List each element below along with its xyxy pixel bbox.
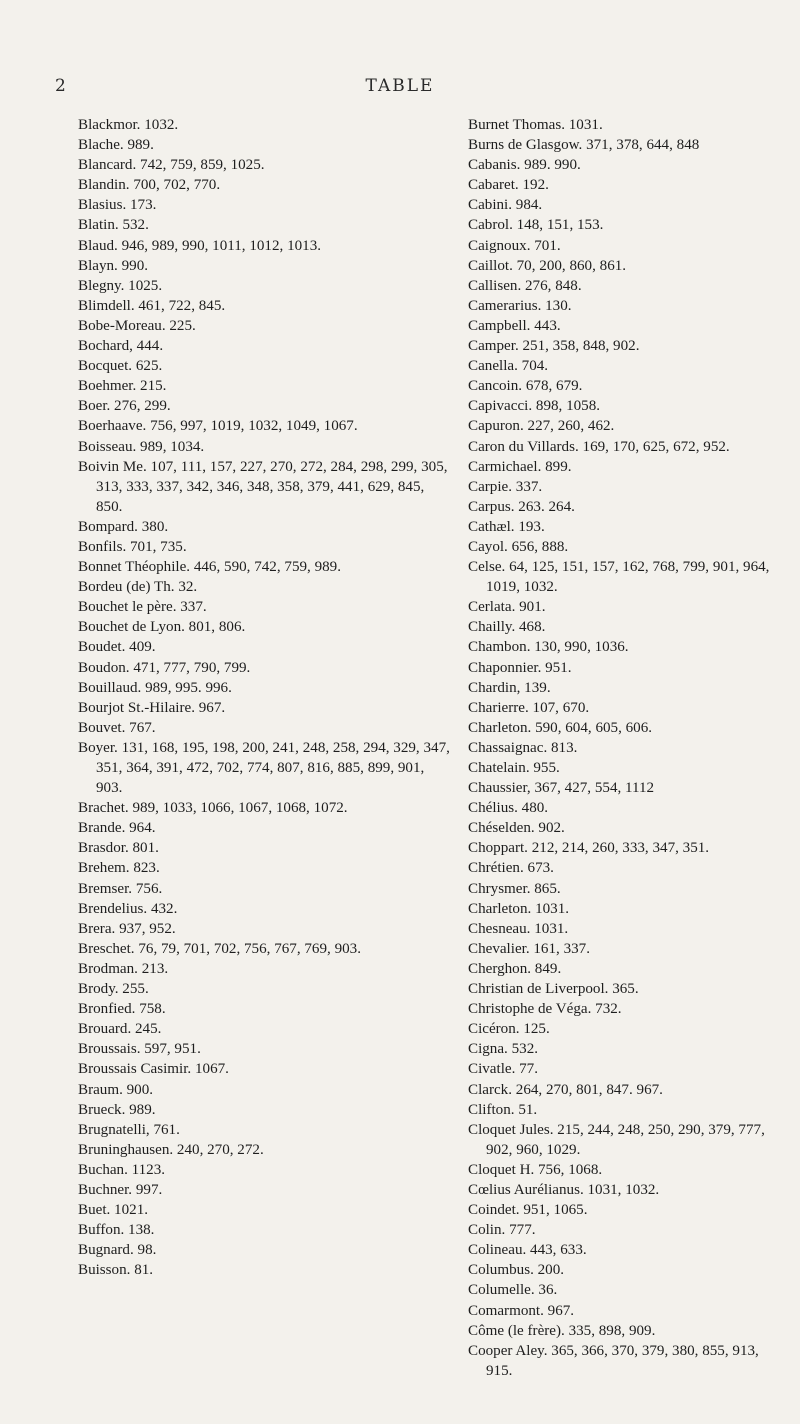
index-entry: Buisson. 81.	[78, 1262, 154, 1279]
index-entry: Brodman. 213.	[78, 960, 169, 977]
running-head: TABLE	[365, 76, 435, 96]
index-column-left	[78, 115, 450, 1280]
index-entry: Braum. 900.	[78, 1081, 154, 1098]
index-entry: Blancard. 742, 759, 859, 1025.	[78, 157, 265, 174]
index-entry: Cabaret. 192.	[468, 177, 549, 194]
index-entry: Blaud. 946, 989, 990, 1011, 1012, 1013.	[78, 237, 322, 254]
index-entry: Bugnard. 98.	[78, 1242, 157, 1259]
index-entry: Blackmor. 1032.	[78, 117, 179, 133]
index-entry: Boisseau. 989, 1034.	[78, 438, 205, 455]
index-entry: Bruninghausen. 240, 270, 272.	[78, 1141, 264, 1158]
index-entry: Cathæl. 193.	[468, 518, 545, 535]
index-entry: Boer. 276, 299.	[78, 398, 171, 415]
index-entry: Caron du Villards. 169, 170, 625, 672, 952.	[468, 438, 730, 455]
index-entry: Côme (le frère). 335, 898, 909.	[468, 1322, 656, 1339]
index-entry: Capivacci. 898, 1058.	[468, 398, 601, 415]
index-entry: Bourjot St.-Hilaire. 967.	[78, 699, 226, 716]
index-entry: Boudet. 409.	[78, 639, 156, 656]
index-entry: Camper. 251, 358, 848, 902.	[468, 338, 640, 355]
index-entry: Chatelain. 955.	[468, 760, 560, 776]
index-entry: Burns de Glasgow. 371, 378, 644, 848	[468, 137, 700, 154]
index-entry: Carmichael. 899.	[468, 458, 572, 475]
index-entry: Chrétien. 673.	[468, 860, 554, 877]
index-entry: Cerlata. 901.	[468, 599, 546, 616]
index-entry: Blandin. 700, 702, 770.	[78, 177, 221, 194]
index-entry: Columbus. 200.	[468, 1262, 565, 1279]
index-entry: Bouchet de Lyon. 801, 806.	[78, 619, 246, 636]
index-entry: Capuron. 227, 260, 462.	[468, 418, 615, 435]
index-entry: Civatle. 77.	[468, 1061, 539, 1078]
index-entry: Bordeu (de) Th. 32.	[78, 579, 198, 596]
index-entry: Brera. 937, 952.	[78, 920, 176, 937]
index-entry: Cabanis. 989. 990.	[468, 157, 581, 174]
index-entry: Cherghon. 849.	[468, 960, 562, 977]
index-entry: Chaponnier. 951.	[468, 659, 572, 676]
index-entry: Bouvet. 767.	[78, 719, 156, 736]
index-entry: Christophe de Véga. 732.	[468, 1001, 622, 1018]
index-entry: Bonfils. 701, 735.	[78, 538, 187, 555]
index-entry: Bronfied. 758.	[78, 1001, 166, 1018]
index-entry: Colin. 777.	[468, 1222, 536, 1239]
index-entry: Chailly. 468.	[468, 619, 546, 636]
index-entry: Bompard. 380.	[78, 518, 169, 535]
index-entry: Boehmer. 215.	[78, 378, 167, 395]
index-entry: Cœlius Aurélianus. 1031, 1032.	[468, 1181, 660, 1198]
index-entry: Burnet Thomas. 1031.	[468, 117, 603, 133]
index-entry: Callisen. 276, 848.	[468, 277, 582, 294]
index-entry: Brachet. 989, 1033, 1066, 1067, 1068, 1072.	[78, 800, 348, 817]
index-entry: Boerhaave. 756, 997, 1019, 1032, 1049, 1067.	[78, 418, 358, 435]
index-entry: Boivin Me. 107, 111, 157, 227, 270, 272, 284, 298, 299, 305, 313, 333, 337, 342, 346, 348, 358, 379, 441, 629, 845, 850.	[78, 458, 448, 515]
index-entry: Bremser. 756.	[78, 880, 163, 897]
index-entry: Charierre. 107, 670.	[468, 699, 590, 716]
index-entry: Brugnatelli, 761.	[78, 1121, 180, 1138]
index-entry: Columelle. 36.	[468, 1282, 558, 1299]
index-entry: Cloquet H. 756, 1068.	[468, 1161, 603, 1178]
index-entry: Christian de Liverpool. 365.	[468, 981, 639, 998]
index-entry: Blegny. 1025.	[78, 277, 163, 294]
index-entry: Clifton. 51.	[468, 1101, 538, 1118]
index-entry: Buchner. 997.	[78, 1181, 163, 1198]
index-entry: Chaussier, 367, 427, 554, 1112	[468, 780, 655, 797]
index-entry: Buchan. 1123.	[78, 1161, 166, 1178]
index-entry: Brehem. 823.	[78, 860, 160, 877]
index-entry: Brouard. 245.	[78, 1021, 162, 1038]
index-entry: Boyer. 131, 168, 195, 198, 200, 241, 248, 258, 294, 329, 347, 351, 364, 391, 472, 702, 774, 807, 816, 885, 899, 901, 903.	[78, 739, 450, 797]
index-entry: Brande. 964.	[78, 820, 156, 837]
index-column-right	[468, 115, 788, 1381]
index-entry: Carpus. 263. 264.	[468, 498, 575, 515]
index-entry: Bochard, 444.	[78, 338, 164, 355]
index-entry: Celse. 64, 125, 151, 157, 162, 768, 799, 901, 964, 1019, 1032.	[468, 559, 770, 596]
index-entry: Bonnet Théophile. 446, 590, 742, 759, 989.	[78, 559, 342, 576]
index-entry: Blache. 989.	[78, 137, 154, 154]
index-entry: Brendelius. 432.	[78, 900, 178, 917]
index-entry: Brody. 255.	[78, 981, 149, 998]
index-entry: Blimdell. 461, 722, 845.	[78, 297, 226, 314]
index-entry: Broussais Casimir. 1067.	[78, 1061, 229, 1078]
index-entry: Brueck. 989.	[78, 1101, 156, 1118]
index-entry: Carpie. 337.	[468, 478, 543, 495]
index-entry: Blasius. 173.	[78, 197, 157, 214]
index-entry: Cicéron. 125.	[468, 1021, 550, 1038]
index-entry: Bouillaud. 989, 995. 996.	[78, 679, 232, 696]
index-entry: Camerarius. 130.	[468, 297, 572, 314]
index-entry: Chélius. 480.	[468, 800, 549, 817]
index-entry: Cigna. 532.	[468, 1041, 539, 1058]
index-entry: Broussais. 597, 951.	[78, 1041, 201, 1058]
index-entry: Chevalier. 161, 337.	[468, 940, 590, 957]
index-entry: Breschet. 76, 79, 701, 702, 756, 767, 769, 903.	[78, 940, 361, 957]
index-entry: Choppart. 212, 214, 260, 333, 347, 351.	[468, 840, 710, 857]
index-entry: Clarck. 264, 270, 801, 847. 967.	[468, 1081, 663, 1098]
index-entry: Chambon. 130, 990, 1036.	[468, 639, 629, 656]
index-entry: Bocquet. 625.	[78, 358, 163, 375]
index-entry: Chesneau. 1031.	[468, 920, 569, 937]
index-entry: Chardin, 139.	[468, 679, 551, 696]
index-entry: Canella. 704.	[468, 358, 549, 375]
index-entry: Cabini. 984.	[468, 197, 543, 214]
index-entry: Cancoin. 678, 679.	[468, 378, 583, 395]
index-entry: Blatin. 532.	[78, 217, 149, 234]
index-entry: Colineau. 443, 633.	[468, 1242, 587, 1259]
index-entry: Charleton. 590, 604, 605, 606.	[468, 719, 653, 736]
index-entry: Chéselden. 902.	[468, 820, 565, 837]
index-entry: Bobe-Moreau. 225.	[78, 317, 196, 334]
index-entry: Comarmont. 967.	[468, 1302, 575, 1319]
index-entry: Charleton. 1031.	[468, 900, 570, 917]
index-entry: Cloquet Jules. 215, 244, 248, 250, 290, 379, 777, 902, 960, 1029.	[468, 1121, 765, 1158]
index-entry: Blayn. 990.	[78, 257, 149, 274]
index-entry: Chassaignac. 813.	[468, 739, 578, 756]
index-entry: Coindet. 951, 1065.	[468, 1202, 588, 1219]
index-entry: Buffon. 138.	[78, 1222, 155, 1239]
index-entry: Cooper Aley. 365, 366, 370, 379, 380, 855, 913, 915.	[468, 1342, 759, 1379]
index-entry: Brasdor. 801.	[78, 840, 159, 857]
index-entry: Bouchet le père. 337.	[78, 599, 207, 616]
index-entry: Cabrol. 148, 151, 153.	[468, 217, 604, 234]
index-entry: Cayol. 656, 888.	[468, 538, 569, 555]
index-entry: Chrysmer. 865.	[468, 880, 561, 897]
index-entry: Campbell. 443.	[468, 317, 561, 334]
index-entry: Boudon. 471, 777, 790, 799.	[78, 659, 251, 676]
index-entry: Caignoux. 701.	[468, 237, 561, 254]
index-entry: Caillot. 70, 200, 860, 861.	[468, 257, 627, 274]
page-number: 2	[55, 76, 66, 96]
index-entry: Buet. 1021.	[78, 1202, 149, 1219]
